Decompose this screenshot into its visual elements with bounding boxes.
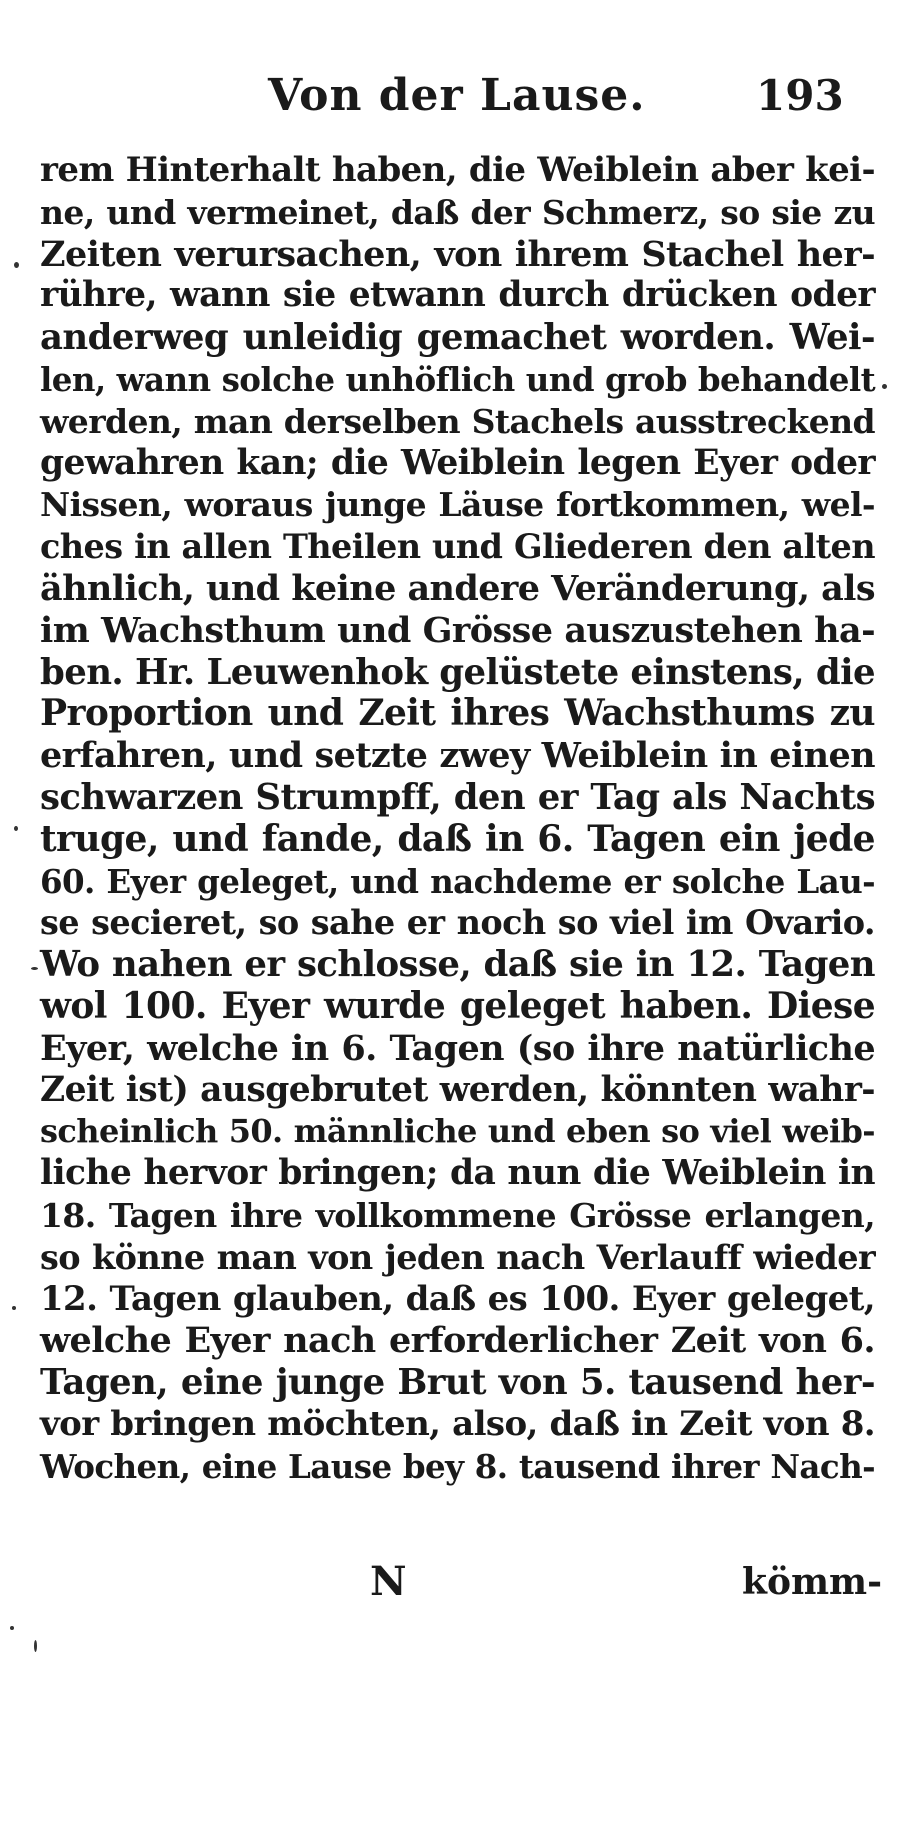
text-line: ne, und vermeinet, daß der Schmerz, so sie zu [40, 192, 875, 232]
text-line: vor bringen möchten, also, daß in Zeit von 8. [40, 1403, 875, 1444]
running-title: Von der Lause. [268, 70, 646, 121]
text-line: 12. Tagen glauben, daß es 100. Eyer geleget, [40, 1278, 875, 1319]
text-line: len, wann solche unhöflich und grob behandelt [40, 359, 875, 399]
text-line: Zeiten verursachen, von ihrem Stachel her- [40, 233, 875, 275]
text-line: Proportion und Zeit ihres Wachsthums zu [40, 692, 875, 735]
signature-mark: N [370, 1558, 407, 1605]
text-line: welche Eyer nach erforderlicher Zeit von 6. [40, 1320, 875, 1362]
text-line: so könne man von jeden nach Verlauff wieder [40, 1237, 875, 1277]
text-line: Zeit ist) ausgebrutet werden, könnten wahr- [40, 1069, 875, 1110]
text-line: 60. Eyer geleget, und nachdeme er solche Lau- [40, 861, 875, 901]
page-number: 193 [756, 71, 844, 120]
text-line: rühre, wann sie etwann durch drücken oder [40, 275, 875, 316]
ink-speck [14, 262, 19, 268]
ink-speck [14, 826, 18, 831]
text-line: scheinlich 50. männliche und eben so viel weib- [40, 1112, 875, 1151]
text-line: Wochen, eine Lause bey 8. tausend ihrer Nach- [40, 1446, 875, 1486]
body-text [40, 150, 875, 1488]
text-line: wol 100. Eyer wurde geleget haben. Diese [40, 984, 875, 1027]
text-line: 18. Tagen ihre vollkommene Grösse erlangen, [40, 1195, 875, 1235]
text-line: Wo nahen er schlosse, daß sie in 12. Tagen [40, 944, 875, 986]
text-line: truge, und fande, daß in 6. Tagen ein jede [40, 817, 875, 860]
text-line: gewahren kan; die Weiblein legen Eyer oder [40, 442, 875, 483]
ink-speck [31, 967, 38, 970]
ink-speck [12, 1306, 16, 1310]
text-line: erfahren, und setzte zwey Weiblein in einen [40, 735, 875, 777]
ink-speck [34, 1640, 37, 1652]
text-line: se secieret, so sahe er noch so viel im Ovario. [40, 903, 875, 943]
running-head [0, 66, 900, 126]
catchword: kömm- [742, 1561, 883, 1603]
text-line: ches in allen Theilen und Gliederen den alten [40, 527, 875, 567]
text-line: ben. Hr. Leuwenhok gelüstete einstens, die [40, 651, 875, 693]
ink-speck [10, 1626, 14, 1630]
page-footer [0, 1557, 900, 1607]
text-line: liche hervor bringen; da nun die Weiblein in [40, 1153, 875, 1194]
text-line: werden, man derselben Stachels ausstreckend [40, 401, 875, 441]
text-line: anderweg unleidig gemachet worden. Wei- [40, 317, 875, 359]
text-line: schwarzen Strumpff, den er Tag als Nachts [40, 776, 875, 818]
text-line: im Wachsthum und Grösse auszustehen ha- [40, 609, 875, 651]
text-line: Tagen, eine junge Brut von 5. tausend her- [40, 1362, 875, 1404]
text-line: ähnlich, und keine andere Veränderung, als [40, 567, 875, 609]
text-line: Eyer, welche in 6. Tagen (so ihre natürliche [40, 1027, 875, 1069]
text-line: Nissen, woraus junge Läuse fortkommen, wel- [40, 485, 875, 525]
ink-speck [882, 384, 887, 389]
text-line: rem Hinterhalt haben, die Weiblein aber kei- [40, 150, 875, 190]
